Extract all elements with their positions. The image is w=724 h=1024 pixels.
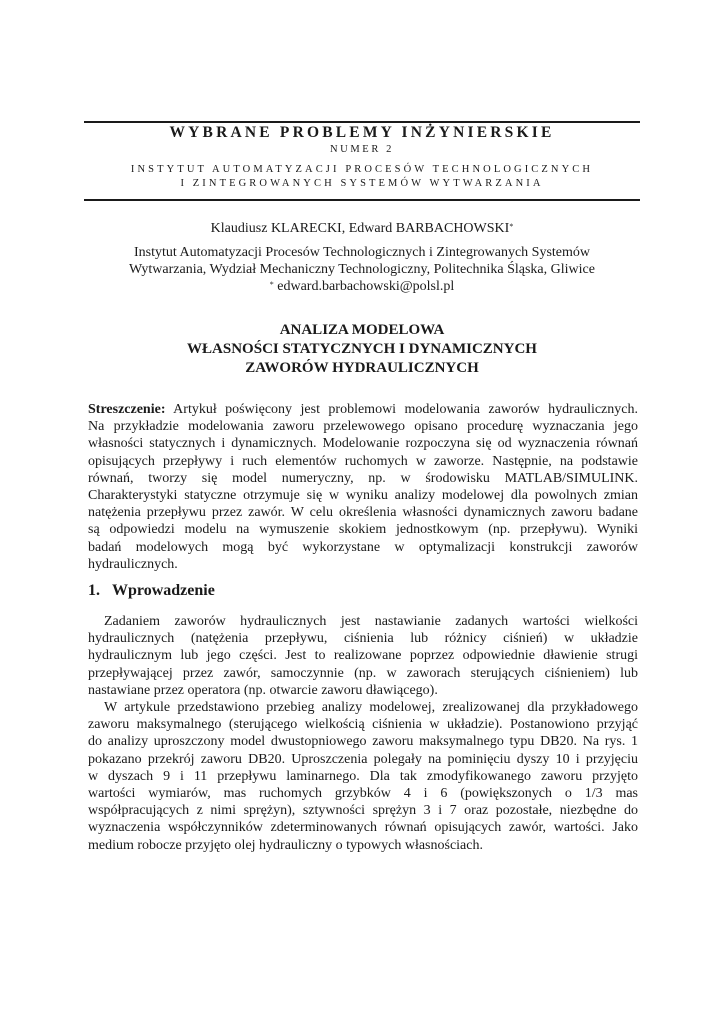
affiliation-line: Wytwarzania, Wydział Mechaniczny Technologiczny, Politechnika Śląska, Gliwice — [129, 262, 595, 277]
author-email: edward.barbachowski@polsl.pl — [277, 279, 455, 294]
title-line: WŁASNOŚCI STATYCZNYCH I DYNAMICZNYCH — [187, 341, 537, 357]
journal-header — [84, 124, 640, 191]
abstract-line — [88, 401, 638, 418]
abstract-line: własności statycznych i dynamicznych. Modelowanie rozpoczyna się od wyznaczenia równań — [88, 436, 638, 452]
corresponding-mark: * — [509, 222, 514, 231]
journal-title: WYBRANE PROBLEMY INŻYNIERSKIE — [169, 124, 555, 141]
abstract-first-line: Artykuł poświęcony jest problemowi modelowania zaworów hydraulicznych. — [173, 402, 638, 417]
institute-line: I ZINTEGROWANYCH SYSTEMÓW WYTWARZANIA — [180, 178, 544, 189]
affiliation-line: Instytut Automatyzacji Procesów Technologicznych i Zintegrowanych Systemów — [134, 245, 590, 260]
title-line: ZAWORÓW HYDRAULICZNYCH — [245, 360, 479, 376]
body-line: hydraulicznym lub jego części. Jest to realizowane poprzez odpowiednie dławienie strugi — [88, 648, 638, 664]
body-line: W artykule przedstawiono przebieg analizy modelowej, zrealizowanej dla przykładowego — [104, 700, 638, 716]
body-line: hydraulicznych (natężenia przepływu, ciśnienia lub różnicy ciśnień) w układzie — [88, 631, 638, 647]
header-bottom-rule — [84, 199, 640, 201]
authors — [84, 220, 640, 237]
affiliation — [84, 244, 640, 295]
body-line: pokazano przekrój zaworu DB20. Uproszczenia polegały na pominięciu dyszy 10 i przyjęciu — [88, 751, 638, 767]
institute-line: INSTYTUT AUTOMATYZACJI PROCESÓW TECHNOLOGICZNYCH — [130, 164, 594, 175]
title-line: ANALIZA MODELOWA — [279, 322, 445, 338]
abstract-line: Charakterystyki statyczne otrzymuje się w wyniku analizy modelowej dla powolnych zmian — [88, 488, 638, 504]
paper-title — [84, 321, 640, 378]
abstract — [88, 401, 638, 573]
header-top-rule — [84, 121, 640, 123]
section-heading — [88, 581, 215, 601]
body-line: zaworu maksymalnego (sterującego wielkością ciśnienia w układzie). Postanowiono przyjąć — [88, 717, 638, 733]
abstract-label: Streszczenie: — [88, 402, 166, 417]
email-line — [84, 278, 640, 295]
abstract-line: są odpowiedzi modelu na wymuszenie skokiem jednostkowym (np. przepływu). Wyniki — [88, 522, 638, 538]
body-line: współpracujących z nimi sprężyn), sztywności sprężyn 3 i 7 oraz pozostałe, niezbędne do — [88, 803, 638, 819]
journal-number: NUMER 2 — [330, 144, 394, 155]
body-line: wyznaczenia współczynników zdeterminowanych równań opisujących zawór, wartości. Jako — [88, 820, 638, 836]
body-line: w dyszach 9 i 11 przepływu laminarnego. Dla tak zmodyfikowanego zaworu przyjęto — [88, 768, 638, 784]
email-mark: * — [269, 280, 274, 289]
abstract-line: Na przykładzie modelowania zaworu przelewowego opisano procedurę wyznaczania jego — [88, 419, 638, 435]
abstract-line: badań modelowych mogą być wykorzystane w optymalizacji konstrukcji zaworów — [88, 539, 638, 555]
abstract-line: natężenia przepływu przez zawór. W celu określenia własności dynamicznych zaworu badane — [88, 505, 638, 521]
body-line: wartości wymiarów, mas ruchomych grzybków 4 i 6 (powiększonych o 1/3 mas — [88, 786, 638, 802]
abstract-line: opisujących przepływy i ruch elementów ruchomych w zaworze. Następnie, na podstawie — [88, 453, 638, 469]
body-line: nastawiane przez operatora (np. otwarcie zaworu dławiącego). — [88, 682, 438, 698]
abstract-line: równań, tworzy się model numeryczny, np. w środowisku MATLAB/SIMULINK. — [88, 470, 638, 486]
body-line: przepływającej przez zawór, samoczynnie (np. w zaworach sterujących ciśnieniem) lub — [88, 665, 638, 681]
body-line: Zadaniem zaworów hydraulicznych jest nastawianie zadanych wartości wielkości — [104, 614, 638, 629]
body-text — [88, 613, 638, 854]
section-title: Wprowadzenie — [112, 582, 215, 599]
body-line: do analizy uproszczony model dwustopniowego zaworu maksymalnego typu DB20. Na rys. 1 — [88, 734, 638, 750]
section-number: 1. — [88, 582, 100, 599]
body-line: medium robocze przyjęto olej hydrauliczny o typowych własnościach. — [88, 837, 483, 853]
author-names: Klaudiusz KLARECKI, Edward BARBACHOWSKI — [210, 221, 510, 236]
abstract-line: hydraulicznych. — [88, 556, 178, 572]
